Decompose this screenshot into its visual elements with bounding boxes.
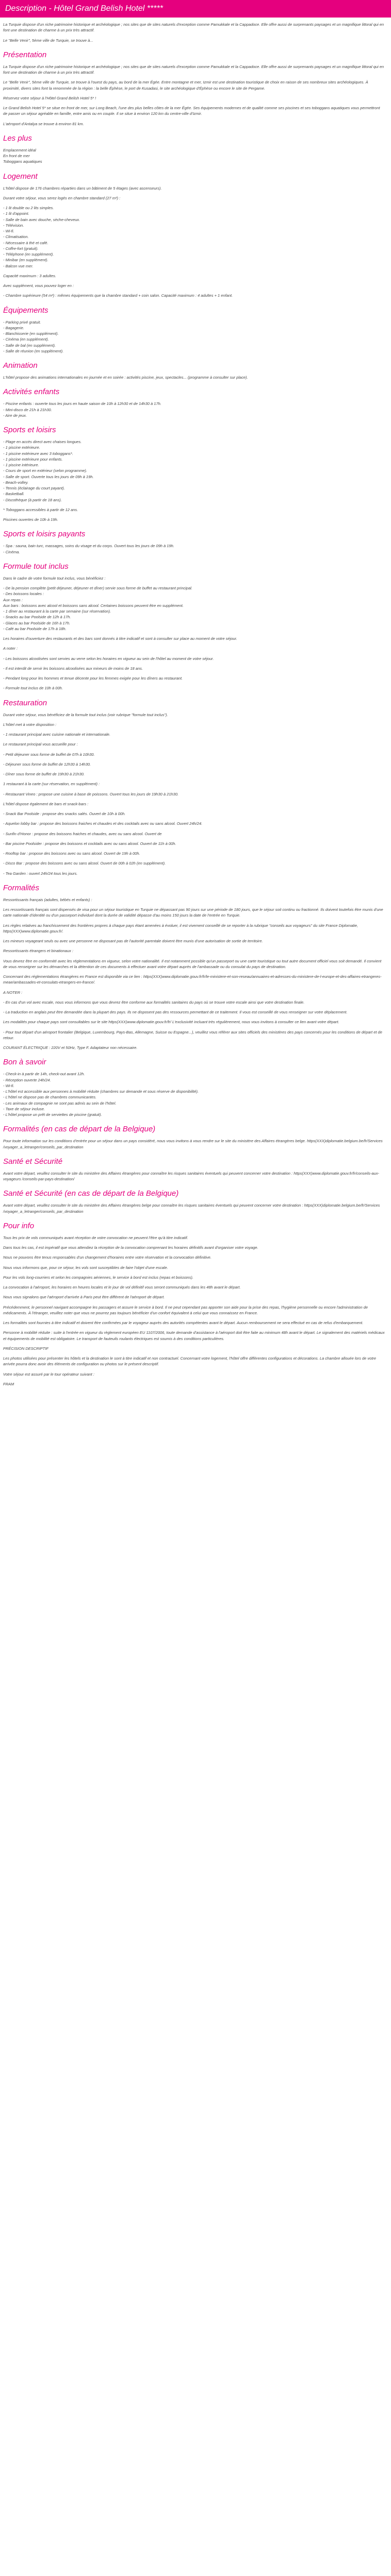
section-equipements (3, 306, 385, 354)
list-item: - Les animaux de compagnie ne sont pas admis au sein de l'hôtel. (3, 1100, 117, 1106)
list-item: - Climatisation. (3, 234, 29, 240)
section-sante-et-securite-en-cas-de-depart-de-la-belgique (3, 1189, 385, 1214)
section-note: Les horaires d'ouverture des restaurants et des bars sont donnés à titre indicatif et sont à consulter sur place au moment de votre séjour. (3, 636, 237, 641)
section-paragraph: Avant votre départ, veuillez consulter le site du ministère des Affaires étrangères belge pour connaître les risques sanitaires éventuels qui peuvent concerner votre destination : https(XXX)diplomatie.belgium.be/fr/Services /voyager_a_letranger/conseils_par_destination (3, 1203, 380, 1214)
list-item: - L'hôtel propose un prêt de serviettes de piscine (gratuit). (3, 1112, 102, 1117)
list-item: - 1 dîner au restaurant à la carte par semaine (sur réservation). (3, 609, 111, 614)
list-item: - Minibar (en supplément). (3, 258, 48, 263)
list-item: - De la pension complète (petit déjeuner, déjeuner et dîner) servie sous forme de buffet au restaurant principal. (3, 586, 192, 590)
section-list (3, 543, 385, 555)
section-restauration (3, 699, 385, 876)
section-paragraph: Durant votre séjour, vous bénéficiez de la formule tout inclus (voir rubrique "formule tout inclus"). (3, 712, 168, 717)
section-heading: Présentation (3, 50, 47, 59)
list-item: - Coffre-fort (gratuit). (3, 246, 39, 251)
section-paragraph: La Turquie dispose d'un riche patrimoine historique et archéologique ; nos sites que de sites naturels d'exception comme Pamukkale et la Cappadoce. Elle offre aussi de surprenants paysages et un magnifique littoral qui en font une destination de charme à un prix très attractif. (3, 22, 384, 33)
section-heading: Logement (3, 172, 38, 181)
section-paragraph: L'hôtel dispose de 176 chambres réparties dans un bâtiment de 5 étages (avec ascenseurs). (3, 185, 162, 191)
list-item: - 1 lit double ou 2 lits simples. (3, 206, 54, 210)
section-paragraph: Votre séjour est assuré par le tour opérateur suivant : (3, 1371, 94, 1377)
section-paragraph: L'hôtel met à votre disposition : (3, 722, 57, 727)
section-paragraph: Dans le cadre de votre formule tout inclus, vous bénéficiez : (3, 575, 106, 581)
section-heading: Restauration (3, 698, 47, 707)
section-heading: Sports et loisirs payants (3, 530, 86, 539)
list-item: - 1 piscine extérieure pour enfants. (3, 456, 63, 462)
section-list (3, 147, 385, 165)
section-paragraph: A NOTER : (3, 990, 23, 995)
list-item: - Balcon vue mer. (3, 263, 34, 268)
section-activites-enfants (3, 387, 385, 418)
section-paragraph: Ressortissants français (adultes, bébés et enfants) : (3, 897, 92, 902)
section-paragraph: - Aquelon lobby bar : propose des boissons fraiches et chaudes et des cocktails avec ou sans alcool. Ouvert 24h/24. (3, 821, 203, 826)
list-item: - L'hôtel ne dispose pas de chambres communicantes. (3, 1095, 97, 1100)
section-heading: Formalités (3, 883, 40, 892)
section-heading: Santé et Sécurité (en cas de départ de la Belgique) (3, 1189, 179, 1198)
section-paragraph: Nous ne pouvons être tenus responsables d'un changement d'horaires entre votre réservation et la convocation définitive. (3, 1255, 211, 1260)
section-paragraph: - Dîner sous forme de buffet de 19h30 à 21h30. (3, 772, 85, 776)
list-item: - 1 piscine extérieure avec 3 toboggans*. (3, 451, 73, 456)
list-item: - Wi-fi. (3, 1083, 14, 1088)
section-note: Capacité maximum : 3 adultes. (3, 273, 56, 278)
section-paragraph: Réservez votre séjour à l'Hôtel Grand Belish Hotel 5* ! (3, 95, 96, 100)
section-note: * Toboggans accessibles à partir de 12 ans. (3, 507, 78, 512)
list-item: - Cours de sport en extérieur (selon programme). (3, 468, 87, 473)
hotel-description (0, 22, 388, 1387)
section-paragraph: Personne à mobilité réduite : suite à l'entrée en vigueur du règlement européen EU 1107/2006, toute demande d'assistance à l'aéroport doit être faite au minimum 48h avant le départ. Le signalement des matériels médicaux et équipements de mobilité est obligatoire. Le transport de fauteuils roulants électriques est soumis à des conditions particulières. (3, 1330, 385, 1341)
section-paragraph: - En cas d'un vol avec escale, nous vous informons que vous devrez être conforme aux formalités sanitaires du pays où se trouve votre escale ainsi que votre destination finale. (3, 999, 305, 1005)
list-item: - Cinéma. (3, 549, 20, 554)
page-title: Description - Hôtel Grand Belish Hotel ***** (0, 0, 391, 18)
list-item: - Plage en accès direct avec chaises longues. (3, 439, 82, 444)
list-item: - Taxe de séjour incluse. (3, 1106, 45, 1111)
section-paragraph: Dans tous les cas, il est impératif que vous attendiez la réception de la convocation comprenant les horaires définitifs avant d'organiser votre voyage. (3, 1245, 258, 1250)
section-heading: Équipements (3, 306, 48, 315)
section-presentation (3, 50, 385, 127)
section-heading: Formalités (en cas de départ de la Belgique) (3, 1125, 156, 1134)
section-paragraph: Le "Belle Venir", 5ème ville de Turquie, se trouve à l'ouest du pays, au bord de la mer Égée. Entre montagne et mer, Izmir est une destination touristique de choix en raison de ses nombreux sites archéologiques. À proximité, divers sites font la renommée de la région : la belle Éphèse, le port de Kusadasi, le site archéologique d'Éphèse ou encore le site de Pergame. (3, 80, 368, 91)
section-paragraph: Avant votre départ, veuillez consulter le site du ministère des Affaires étrangères pour connaître les risques sanitaires éventuels qui peuvent concerner votre destination : https(XXX)www.diplomatie.gouv.fr/fr/conseils-aux-voyageurs /conseils-par-pays-destination/ (3, 1171, 379, 1181)
section-note: Avec supplément, vous pouvez loger en : (3, 283, 74, 288)
section-paragraph: Concernant des réglementations étrangères en France est disponible via ce lien : https(XXX)www.diplomatie.gouv.fr/fr/le-ministere-et-son-reseau/annuaires-et-adresses-du-ministere-de-l-europe-et-des-affaires-etrangeres-meae/ambassades-et-consulats-etrangers-en-france/. (3, 974, 382, 985)
section-paragraph: - 1 restaurant principal avec cuisine nationale et internationale. (3, 732, 111, 737)
section-paragraph: - Petit déjeuner sous forme de buffet de 07h à 10h30. (3, 752, 95, 757)
list-item: - Télévision. (3, 223, 24, 228)
section-paragraph: Nous vous signalons que l'aéroport d'arrivée à Paris peut être différent de l'aéroport de départ. (3, 1295, 165, 1300)
section-paragraph: Le "Belle Venir", 5ème ville de Turquie, se trouve à... (3, 38, 93, 43)
section-paragraph: - Snack Bar Poolside : propose des snacks salés. Ouvert de 10h à 00h. (3, 811, 126, 816)
section-paragraph: La Turquie dispose d'un riche patrimoine historique et archéologique ; nos sites que de sites naturels d'exception comme Pamukkale et la Cappadoce. Elle offre aussi de surprenants paysages et un magnifique littoral qui en font une destination de charme à un prix très attractif. (3, 64, 384, 75)
section-animation (3, 361, 385, 380)
list-item: - Check-in à partir de 14h, check-out avant 12h. (3, 1072, 85, 1077)
section-logement (3, 172, 385, 299)
section-note: - Il est interdit de servir les boissons alcoolisées aux mineurs de moins de 18 ans. (3, 666, 143, 671)
section-list (3, 401, 385, 418)
section-list (3, 319, 385, 354)
section-list (3, 1071, 385, 1117)
section-paragraph: FRAM (3, 1381, 14, 1386)
section-paragraph: Les photos utilisées pour présenter les hôtels et la destination le sont à titre indicatif et non contractuel. Concernant votre logement, l'hôtel offre différentes configurations et décorations. La chambre allouée lors de votre arrivée pourra donc avoir des éléments de configuration ou photos sur le présent descriptif. (3, 1356, 377, 1367)
section-paragraph: Ressortissants étrangers et binationaux : (3, 948, 73, 954)
list-item: - Salle de bain avec douche, sèche-cheveux. (3, 217, 80, 222)
list-item: - Café au bar Poolside de 17h à 18h. (3, 626, 67, 631)
section-sante-et-securite (3, 1157, 385, 1182)
section-sports-et-loisirs-payants (3, 530, 385, 555)
list-item: - Spa : sauna, bain turc, massages, soins du visage et du corps. Ouvert tous les jours de 09h à 19h. (3, 544, 174, 549)
section-formalites-en-cas-de-depart-de-la-belgique (3, 1125, 385, 1150)
list-item: - Nécessaire à thé et café. (3, 240, 48, 245)
section-heading: Animation (3, 361, 38, 370)
section-intro (3, 22, 385, 43)
list-item: - Cinéma (en supplément). (3, 337, 49, 342)
list-item: - Discothèque (à partir de 18 ans). (3, 497, 62, 502)
section-note: - Pendant long pour les hommes et tenue décente pour les femmes exigée pour les dîners au restaurant. (3, 676, 183, 681)
section-list (3, 585, 385, 632)
list-item: - Beach-volley. (3, 480, 29, 485)
section-paragraph: Durant votre séjour, vous serez logés en chambre standard (27 m²) : (3, 195, 121, 200)
section-heading: Formule tout inclus (3, 562, 69, 571)
section-bon-a-savoir (3, 1058, 385, 1117)
section-paragraph: - Disco Bar : propose des boissons avec ou sans alcool. Ouvert de 00h à 02h (en supplément). (3, 861, 166, 866)
list-item: - 1 lit d'appoint. (3, 211, 29, 216)
section-paragraph: - La traduction en anglais peut être demandée dans la plupart des pays. Ils ne disposent pas des ressources permettant de ce traitement. Il vous est conseillé de vous renseigner sur votre déplacement. (3, 1010, 348, 1014)
list-item: En front de mer (3, 154, 30, 158)
list-item: - Blanchisserie (en supplément). (3, 331, 59, 336)
list-item: - Wi-fi. (3, 229, 14, 233)
section-paragraph: L'hôtel propose des animations internationales en journée et en soirée : activités piscine, jeux, spectacles... (programme à consulter sur place). (3, 375, 248, 380)
section-paragraph: Précédemment, le personnel navigant accompagne les passagers et assure le service à bord. Il ne peut cependant pas apporter son aide pour la prise des repas, l'hygiène personnelle ou encore l'administration de médicaments. À l'étranger, veuillez noter que vous ne pourrez pas toujours bénéficier d'un confort équivalent à celui que vous connaissez en France. (3, 1304, 368, 1315)
list-item: - Glaces au bar Poolside de 16h à 17h. (3, 620, 71, 625)
list-item: - 1 piscine intérieure. (3, 463, 39, 467)
section-paragraph: - Tea Garden : ouvert 24h/24 tous les jours. (3, 871, 78, 876)
list-item: - Téléphone (en supplément). (3, 252, 54, 257)
list-item: - 1 piscine extérieure. (3, 445, 40, 450)
list-item: - L'hôtel est accessible aux personnes à mobilité réduite (chambres sur demande et sous réserve de disponibilité). (3, 1089, 199, 1094)
section-formule-tout-inclus (3, 562, 385, 691)
list-item: - Snacks au bar Poolside de 12h à 17h. (3, 615, 71, 620)
section-les-plus (3, 134, 385, 165)
section-heading: Santé et Sécurité (3, 1157, 63, 1166)
list-item: - Tennis (éclairage du court payant). (3, 486, 65, 490)
section-paragraph: Les mineurs voyageant seuls ou avec une personne ne disposant pas de l'autorité parentale doivent être munis d'une autorisation de sortie de territoire. (3, 939, 263, 943)
list-item: - Bagagerie. (3, 325, 24, 330)
section-paragraph: Pour les vols long-courriers et selon les compagnies aériennes, le service à bord est inclus (repas et boissons). (3, 1275, 193, 1280)
list-item: - Parking privé gratuit. (3, 319, 41, 325)
section-paragraph: L'hôtel dispose également de bars et snack-bars : (3, 801, 89, 806)
section-paragraph: - Restaurant Vineo : propose une cuisine à base de poissons. Ouvert tous les jours de 19h30 à 21h30. (3, 791, 179, 796)
section-list (3, 205, 385, 269)
section-paragraph: Le restaurant principal vous accueille pour : (3, 742, 78, 747)
list-item: - Des boissons locales : (3, 591, 44, 597)
section-heading: Sports et loisirs (3, 426, 56, 434)
section-sports-et-loisirs (3, 426, 385, 522)
section-paragraph: Nous vous informons que, pour ce séjour, les vols sont susceptibles de faire l'objet d'une escale. (3, 1265, 168, 1270)
section-paragraph: Les règles relatives au franchissement des frontières propres à chaque pays étant amenées à évoluer, il est vivement conseillé de se reporter à la rubrique "conseils aux voyageurs" du site France Diplomatie, https(XXX)www.diplomatie.gouv.fr/. (3, 923, 359, 934)
section-heading: Pour info (3, 1221, 35, 1230)
section-formalites (3, 884, 385, 1051)
list-item: - Réception ouverte 24h/24. (3, 1077, 51, 1082)
section-note: - Chambre supérieure (54 m²) : mêmes équipements que la chambre standard + coin salon. Capacité maximum : 4 adultes + 1 enfant. (3, 293, 233, 298)
list-item: - Salle de sport. Ouverte tous les jours de 09h à 19h. (3, 474, 94, 479)
section-paragraph: - Sunfin d'Honor : propose des boissons fraiches et chaudes, avec ou sans alcool. Ouvert de (3, 831, 162, 836)
section-paragraph: Pour toute information sur les conditions d'entrée pour un séjour dans un pays considéré, nous vous invitons à vous rendre sur le site du ministère des Affaires étrangères belge. https(XXX)diplomatie.belgium.be/fr/Services /voyager_a_letranger/conseils_par_destination (3, 1139, 383, 1149)
section-paragraph: 1 restaurant à la carte (sur réservation, en supplément) : (3, 782, 100, 787)
section-paragraph: - Bar piscine Poolsider : propose des boissons et cocktails avec ou sans alcool. Ouvert de 11h à 00h. (3, 841, 176, 846)
section-paragraph: Tous les prix de vols communiqués avant réception de votre convocation ne peuvent l'être qu'à titre indicatif. (3, 1235, 188, 1240)
list-item: - Aire de jeux. (3, 413, 27, 418)
section-paragraph: Les ressortissants français sont dispensés de visa pour un séjour touristique en Turquie ne dépassant pas 90 jours sur une période de 180 jours, que le séjour soit continu ou fractionné. Ils doivent toutefois être munis d'une carte nationale d'identité ou d'un passeport individuel dont la durée de validité dépasse d'au moins 150 jours la date de l'entrée en Turquie. (3, 907, 383, 918)
section-list (3, 439, 385, 503)
section-paragraph: Les formalités sont fournies à titre indicatif et doivent être confirmées par le voyageur auprès des autorités compétentes avant le départ. Aucun remboursement ne sera effectué en cas de refus d'embarquement. (3, 1320, 364, 1325)
list-item: - Salle de bal (en supplément). (3, 343, 56, 348)
section-pour-info (3, 1222, 385, 1387)
section-paragraph: - Rooftop bar : propose des boissons avec ou sans alcool. Ouvert de 19h à 00h. (3, 851, 140, 856)
list-item: Emplacement idéal (3, 147, 36, 152)
list-item: - Mini-disco de 21h à 21h30. (3, 407, 52, 412)
list-item: - Basketball. (3, 492, 25, 497)
section-note: A noter : (3, 646, 18, 651)
section-note: - Les boissons alcoolisées sont servies au verre selon les horaires en vigueur au sein de l'hôtel au moment de votre séjour. (3, 656, 214, 661)
section-note: - Formule tout inclus de 10h à 00h. (3, 686, 63, 691)
section-paragraph: La convocation à l'aéroport, les horaires en heures locales et le jour de vol définitif vous seront communiqués dans les 48h avant le départ. (3, 1285, 241, 1290)
section-paragraph: - Déjeuner sous forme de buffet de 12h30 à 14h30. (3, 761, 91, 767)
section-paragraph: Les modalités pour chaque pays sont consultables sur le site https(XXX)www.diplomatie.gouv.fr/fr/ L'exclusivité incluant très régulièrement, nous vous invitons à consulter ce lien avant votre départ. (3, 1020, 339, 1025)
list-item: Toboggans aquatiques (3, 159, 42, 164)
section-paragraph: - Pour tout départ d'un aéroport frontalier (Belgique, Luxembourg, Pays-Bas, Allemagne, Suisse ou Espagne...), veuillez vous référer aux sites officiels des ministères des pays concernés pour les conditions de départ et de retour. (3, 1029, 382, 1040)
section-heading: Bon à savoir (3, 1058, 46, 1067)
list-item: Aux repas : (3, 597, 23, 602)
list-item: Aux bars : boissons avec alcool et boissons sans alcool. Certaines boissons peuvent être en supplément. (3, 603, 184, 608)
section-paragraph: PRÉCISION DESCRIPTIF (3, 1346, 48, 1351)
section-note: Piscines ouvertes de 10h à 19h. (3, 517, 58, 522)
section-paragraph: Le Grand Belish Hotel 5* se situe en front de mer, sur Long Beach, l'une des plus belles côtes de la mer Égée. Ses équipements modernes et de qualité comme ses piscines et ses toboggans aquatiques vous permettront de passer un séjour agréable en famille, entre amis ou en couple. Il se situe à environ 120 km du centre-ville d'Izmir. (3, 106, 380, 116)
section-paragraph: L'aéroport d'Antalya se trouve à environ 81 km. (3, 121, 84, 126)
section-heading: Activités enfants (3, 387, 60, 397)
section-paragraph: Vous devrez être en conformité avec les réglementations en vigueur, selon votre nationalité. Il est notamment possible qu'un passeport ou une carte touristique ou tout autre document officiel vous soit demandé. Il convient de vous renseigner sur les démarches et la détention de ces documents à effectuer avant votre départ auprès de l'ambassade ou du consulat du pays de destination. (3, 958, 382, 969)
list-item: - Piscine enfants : ouverte tous les jours en haute saison de 10h à 12h30 et de 14h30 à 17h. (3, 401, 161, 406)
section-heading: Les plus (3, 133, 32, 143)
list-item: - Salle de réunion (en supplément). (3, 348, 64, 353)
section-paragraph: COURANT ÉLECTRIQUE : 220V et 50Hz, Type F. Adaptateur non nécessaire. (3, 1045, 138, 1050)
